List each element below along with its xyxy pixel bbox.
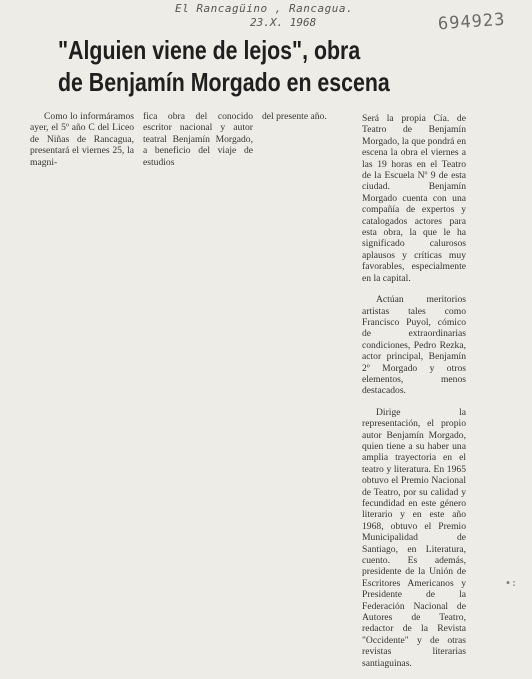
paragraph-col3: del presente año. (262, 111, 327, 122)
paragraph-col2: fica obra del conocido escritor nacional y autor teatral Benjamín Morgado, a beneficio del viaje de estudios (143, 111, 253, 168)
paragraph-col4-2: Actúan meritorios artistas tales como Francisco Puyol, cómico de extraordinarias condiciones, Pedro Rezka, actor principal, Benjamín 2º Morgado y otros elementos, menos destacados. (362, 294, 466, 397)
paragraph-col1: Como lo informáramos ayer, el 5º año C del Liceo de Niñas de Rancagua, presentará el viernes 25, la magni- (30, 111, 134, 168)
footer-mark: •: (505, 578, 518, 589)
headline-line-2: de Benjamín Morgado en escena (58, 67, 390, 97)
headline-line-1: "Alguien viene de lejos", obra (58, 35, 361, 65)
article-column-2 (143, 111, 253, 168)
handwritten-source-note: El Rancagüino , Rancagua. (175, 2, 354, 15)
headline (58, 34, 402, 98)
catalog-number: 694923 (437, 9, 507, 35)
handwritten-date-note: 23.X. 1968 (250, 16, 317, 29)
paragraph-col4-1: Será la propia Cía. de Teatro de Benjamín Morgado, la que pondrá en escena la obra el viernes a las 19 horas en el Teatro de la Escuela Nº 9 de esta ciudad. Benjamín Morgado cuenta con una compañía de expertos y catalogados actores para esta obra, la que le ha significado calurosos aplausos y críticas muy favorables, especialmente en la capital. (362, 113, 466, 284)
article-column-1 (30, 111, 134, 168)
article-column-3 (262, 111, 358, 122)
paragraph-col4-3: Dirige la representación, el propio autor Benjamín Morgado, quien tiene a su haber una amplia trayectoria en el teatro y literatura. En 1965 obtuvo el Premio Nacional de Teatro, por su calidad y fecundidad en este género literario y en este año 1968, obtuvo el Premio Municipalidad de Santiago, en Literatura, cuento. Es además, presidente de la Unión de Escritores Americanos y Presidente de la Federación Nacional de Autores de Teatro, redactor de la Revista "Occidente" y de otras revistas literarias santiaguinas. (362, 406, 466, 669)
article-column-4 (362, 113, 466, 679)
